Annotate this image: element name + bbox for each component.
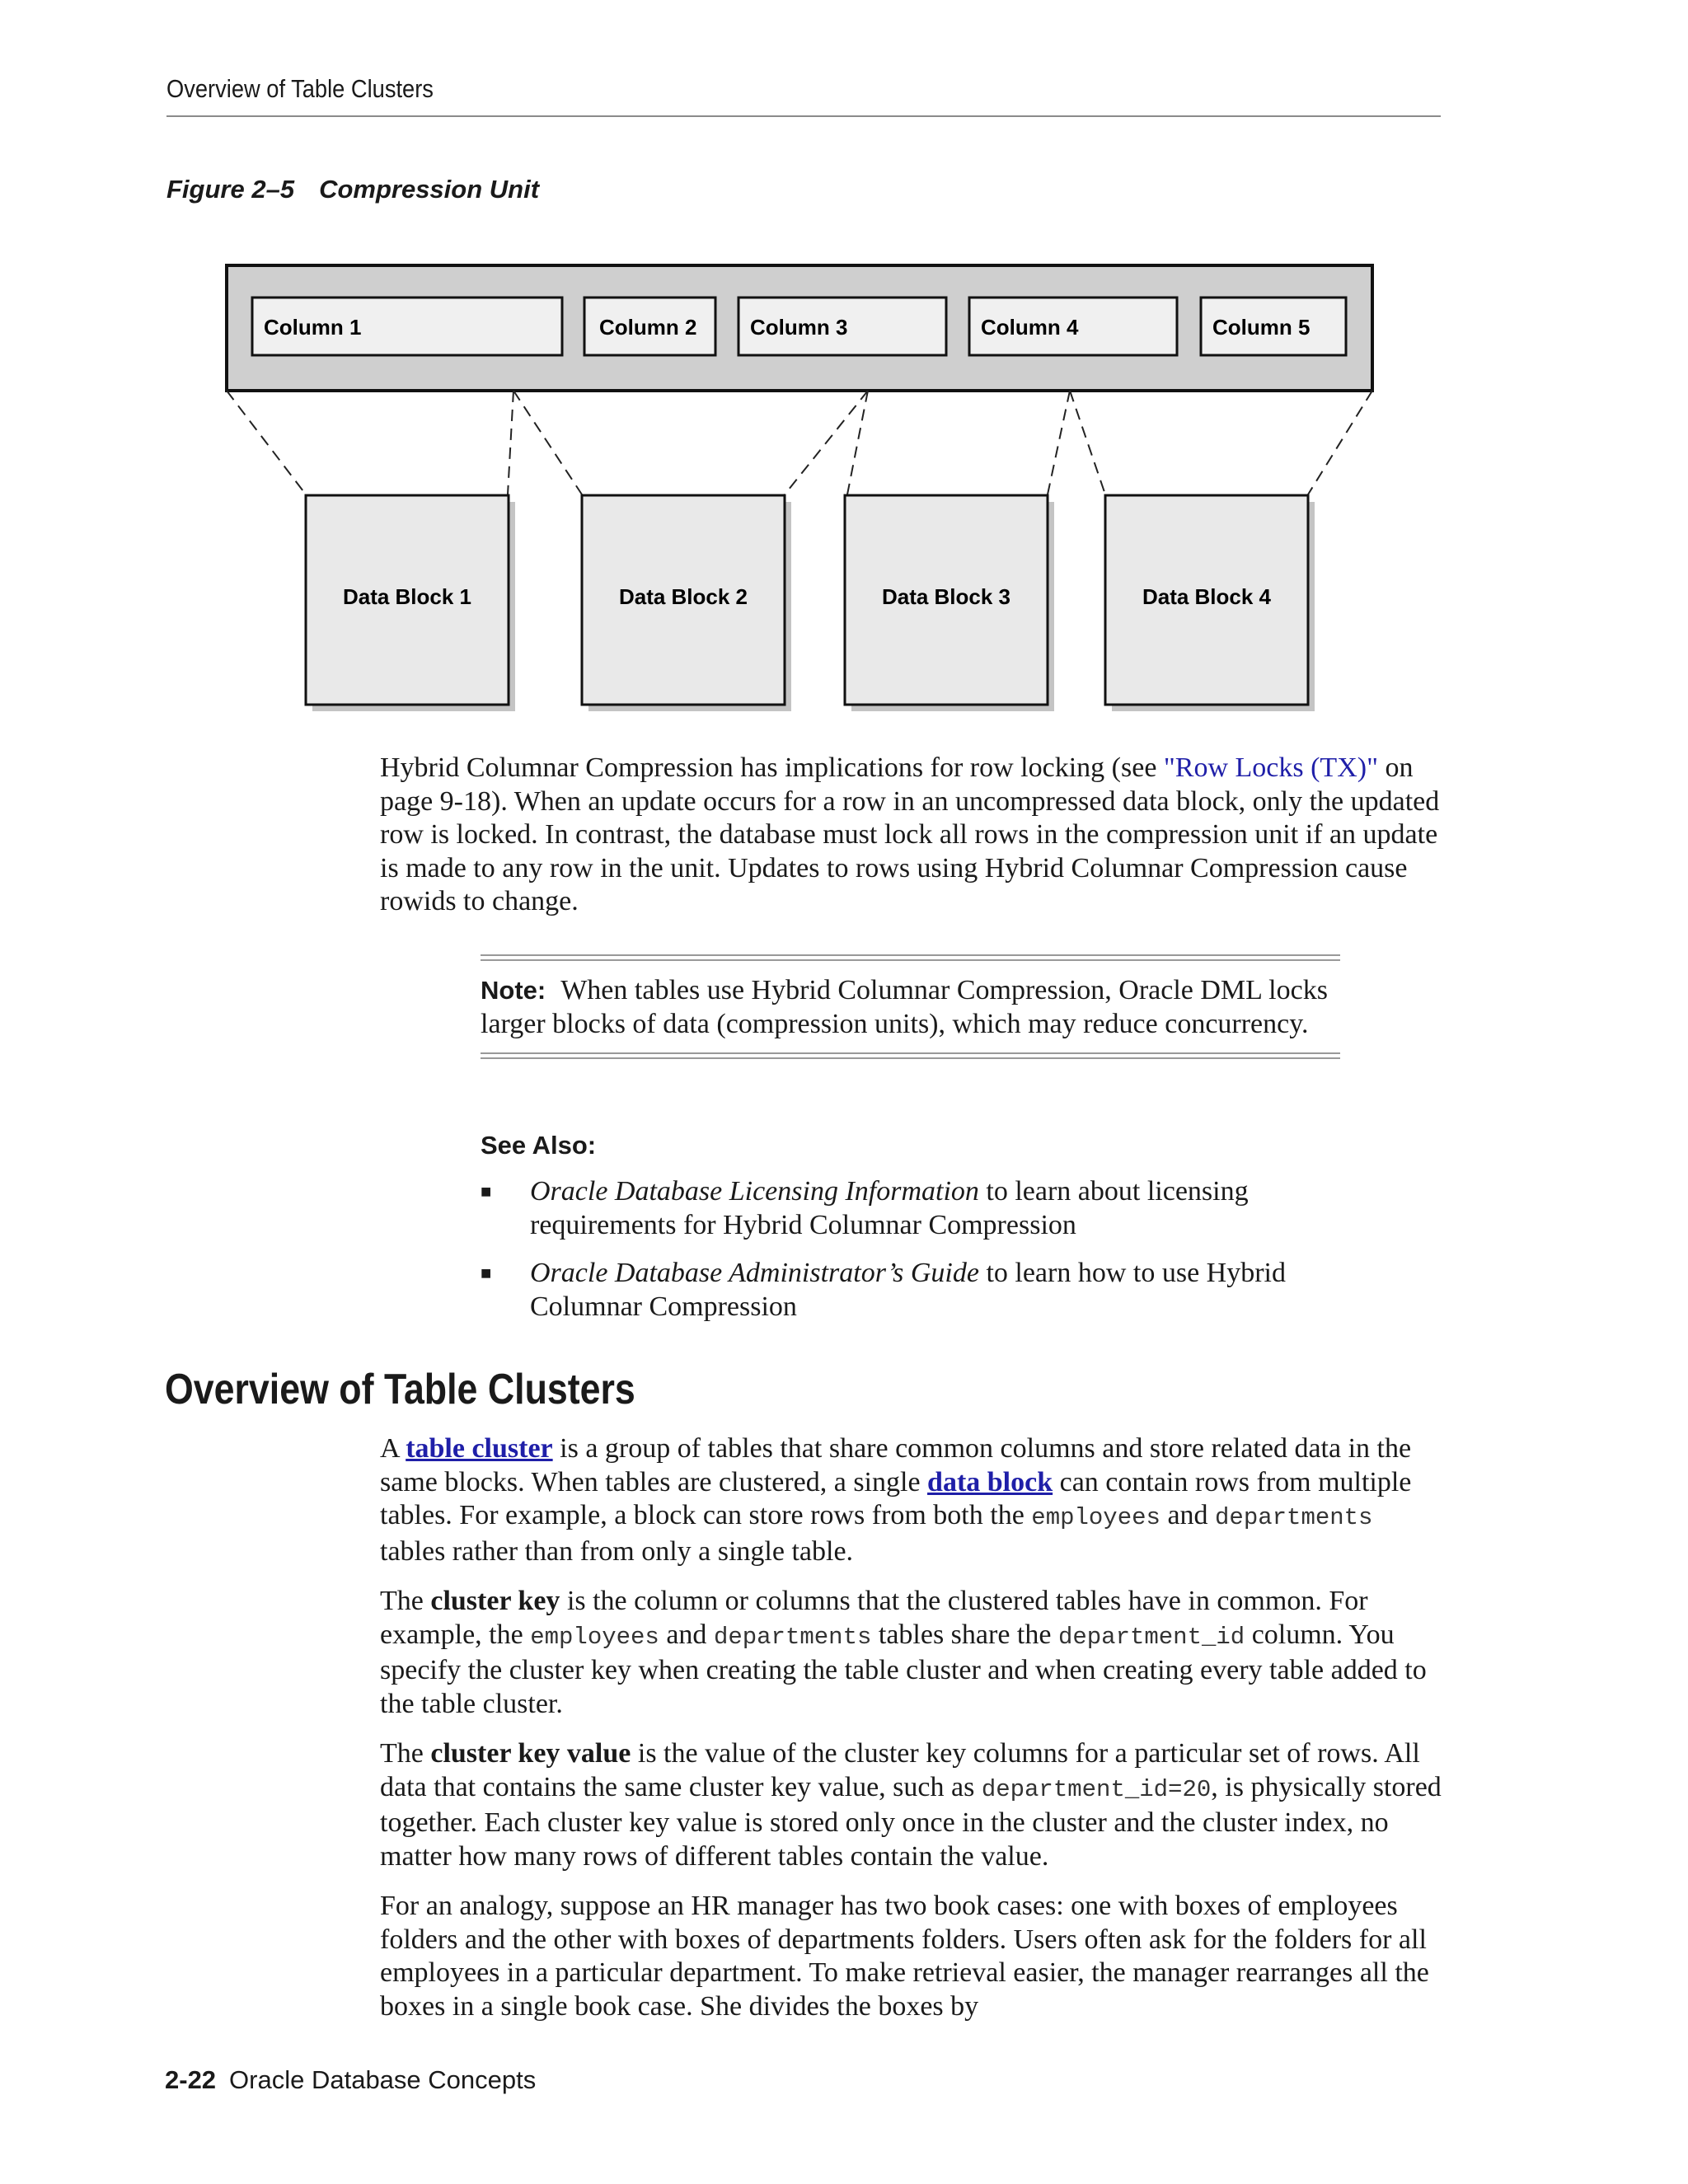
book-title: Oracle Database Licensing Information bbox=[530, 1176, 979, 1207]
figure-number: Figure 2–5 bbox=[166, 175, 295, 204]
text-run: tables share the bbox=[871, 1619, 1058, 1650]
bullet-square-icon: ■ bbox=[481, 1263, 492, 1283]
code-span: employees bbox=[530, 1623, 659, 1651]
code-span: departments bbox=[713, 1623, 872, 1651]
paragraph bbox=[380, 1585, 1443, 1721]
data-block-label: Data Block 3 bbox=[881, 584, 1011, 609]
column-label: Column 3 bbox=[750, 315, 848, 340]
column-box bbox=[738, 298, 946, 355]
paragraph: For an analogy, suppose an HR manager has two book cases: one with boxes of employees folders and the other with boxes of departments folders. Users often ask for the folders for all employees in a particular department. To make retrieval easier, the manager rearranges all the boxes in a single book case. She divides the boxes by bbox=[380, 1891, 1429, 2022]
table-cluster-link[interactable]: table cluster bbox=[406, 1433, 553, 1464]
code-span: employees bbox=[1031, 1504, 1160, 1531]
data-block-label: Data Block 4 bbox=[1142, 584, 1272, 609]
see-also-title: See Also: bbox=[481, 1131, 597, 1160]
text-run: A bbox=[380, 1433, 406, 1464]
text-run: on page 9-18). When an update occurs for a row in an uncompressed data block, only the updated row is locked. In contrast, the database must lock all rows in the compression unit if an update is made to any row in the unit. Updates to rows using Hybrid Columnar Compression cause rowids to change. bbox=[380, 752, 1440, 916]
text-run: The bbox=[380, 1586, 431, 1616]
row-locking-paragraph bbox=[380, 752, 1443, 935]
bold-term: cluster key value bbox=[430, 1738, 631, 1769]
list-item bbox=[481, 1175, 1387, 1242]
column-label: Column 1 bbox=[264, 315, 362, 340]
admin-guide-link[interactable] bbox=[530, 1258, 979, 1288]
note-bottom-rule bbox=[481, 1052, 1340, 1059]
column-label: Column 5 bbox=[1212, 315, 1311, 340]
compression-unit-diagram bbox=[0, 0, 1688, 742]
row-locks-link[interactable]: "Row Locks (TX)" bbox=[1163, 752, 1378, 783]
text-run: The bbox=[380, 1738, 431, 1769]
text-run: and bbox=[1160, 1500, 1216, 1530]
bold-term: cluster key bbox=[430, 1586, 560, 1616]
list-item-text: to learn how to use Hybrid Columnar Compression bbox=[530, 1258, 1286, 1322]
code-span: departments bbox=[1215, 1504, 1373, 1531]
column-box bbox=[252, 298, 562, 355]
section-heading: Overview of Table Clusters bbox=[165, 1366, 635, 1413]
text-run: is a group of tables that share common columns and store related data in the same blocks. When tables are clustered, a single bbox=[380, 1433, 1412, 1497]
data-block-label: Data Block 2 bbox=[618, 584, 748, 609]
text-run: , is physically stored together. Each cluster key value is stored only once in the cluster and the cluster index, no matter how many rows of different tables contain the value. bbox=[380, 1771, 1442, 1872]
code-span: department_id bbox=[1057, 1623, 1245, 1651]
see-also-box bbox=[481, 1131, 1387, 1338]
connector-lines bbox=[227, 391, 1372, 494]
bullet-square-icon: ■ bbox=[481, 1181, 492, 1202]
text-run: tables rather than from only a single table. bbox=[380, 1535, 854, 1567]
note-body: When tables use Hybrid Columnar Compression, Oracle DML locks larger blocks of data (compression units), which may reduce concurrency. bbox=[481, 975, 1328, 1039]
data-block bbox=[582, 495, 791, 711]
data-block-label: Data Block 1 bbox=[342, 584, 472, 609]
column-box bbox=[584, 298, 715, 355]
code-span: department_id=20 bbox=[981, 1775, 1212, 1803]
page-footer bbox=[165, 2065, 536, 2095]
paragraph bbox=[380, 1432, 1443, 1568]
note-top-rule bbox=[481, 954, 1340, 961]
section-body bbox=[380, 1432, 1443, 2040]
data-block-link[interactable]: data block bbox=[927, 1466, 1053, 1497]
page-number: 2-22 bbox=[165, 2065, 217, 2094]
data-block bbox=[845, 495, 1054, 711]
column-label: Column 2 bbox=[599, 315, 697, 340]
list-item-text: to learn about licensing requirements for Hybrid Columnar Compression bbox=[530, 1176, 1249, 1240]
list-item bbox=[481, 1257, 1387, 1324]
data-block bbox=[1105, 495, 1315, 711]
text-run: is the value of the cluster key columns for a particular set of rows. All data that contains the same cluster key value, such as bbox=[380, 1738, 1420, 1802]
text-run: and bbox=[659, 1619, 714, 1650]
book-title: Oracle Database Administrator’s Guide bbox=[530, 1258, 979, 1288]
licensing-guide-link[interactable] bbox=[530, 1176, 979, 1207]
note-text bbox=[481, 961, 1340, 1052]
note-box bbox=[481, 954, 1340, 1059]
book-title-footer: Oracle Database Concepts bbox=[229, 2065, 537, 2094]
paragraph bbox=[380, 1737, 1443, 1873]
running-header: Overview of Table Clusters bbox=[166, 74, 434, 103]
text-run: column. You specify the cluster key when creating the table cluster and when creating every table added to the table cluster. bbox=[380, 1619, 1427, 1719]
column-box bbox=[1201, 298, 1346, 355]
column-box bbox=[969, 298, 1177, 355]
text-run: can contain rows from multiple tables. For example, a block can store rows from both the bbox=[380, 1466, 1412, 1530]
text-run: is the column or columns that the clustered tables have in common. For example, the bbox=[380, 1586, 1368, 1650]
note-label: Note: bbox=[481, 976, 546, 1005]
column-label: Column 4 bbox=[981, 315, 1079, 340]
figure-title: Compression Unit bbox=[319, 175, 540, 204]
data-block bbox=[306, 495, 515, 711]
text-run: Hybrid Columnar Compression has implications for row locking (see bbox=[380, 752, 1164, 783]
